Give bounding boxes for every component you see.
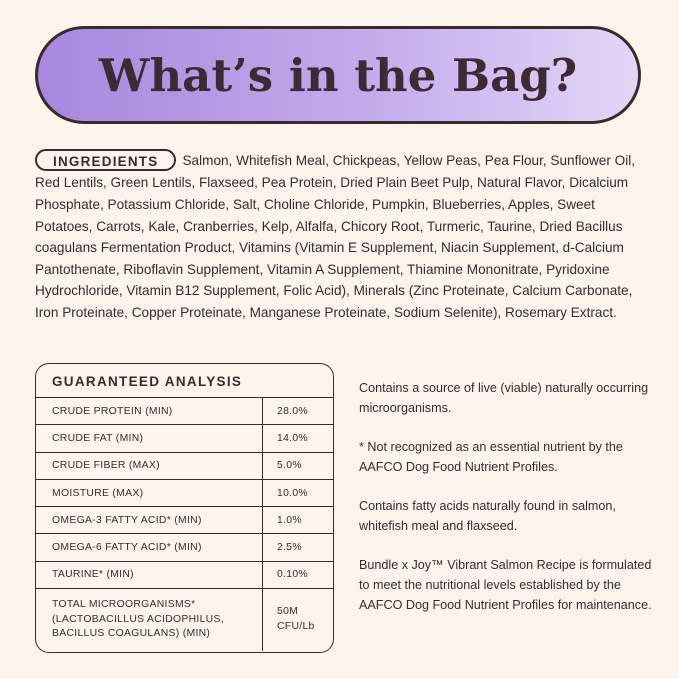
nutrient-value: 1.0% <box>263 507 334 534</box>
nutrient-name: TAURINE* (MIN) <box>36 561 263 588</box>
title-banner <box>35 26 641 124</box>
ingredients-section <box>35 150 645 324</box>
table-row <box>36 534 333 561</box>
nutrient-value: 0.10% <box>263 561 334 588</box>
analysis-rows <box>36 397 333 651</box>
nutrient-name: CRUDE FAT (MIN) <box>36 425 263 452</box>
nutrient-value: 10.0% <box>263 479 334 506</box>
nutrient-value: 14.0% <box>263 425 334 452</box>
note-aafco-essential: * Not recognized as an essential nutrient by the AAFCO Dog Food Nutrient Profiles. <box>359 440 623 474</box>
page-title: What’s in the Bag? <box>98 48 578 102</box>
table-row <box>36 507 333 534</box>
nutrient-value: 2.5% <box>263 534 334 561</box>
nutrient-value: 28.0% <box>263 398 334 425</box>
nutrient-name-line: TOTAL MICROORGANISMS* <box>52 599 196 611</box>
nutrient-name: OMEGA-3 FATTY ACID* (MIN) <box>36 507 263 534</box>
notes-section <box>359 378 659 634</box>
note-fatty-acids: Contains fatty acids naturally found in salmon, whitefish meal and flaxseed. <box>359 499 616 533</box>
nutrient-value-line: CFU/Lb <box>277 620 315 632</box>
nutrient-name-line: BACILLUS COAGULANS) (MIN) <box>52 628 211 640</box>
nutrient-name <box>36 589 263 651</box>
nutrient-name: CRUDE FIBER (MAX) <box>36 452 263 479</box>
nutrient-value-line: 50M <box>277 606 299 618</box>
note-formulation: Bundle x Joy™ Vibrant Salmon Recipe is formulated to meet the nutritional levels established by the AAFCO Dog Food Nutrient Profiles for maintenance. <box>359 558 652 612</box>
nutrient-name: MOISTURE (MAX) <box>36 479 263 506</box>
nutrient-value: 5.0% <box>263 452 334 479</box>
note-probiotics: Contains a source of live (viable) naturally occurring microorganisms. <box>359 381 649 415</box>
table-row <box>36 589 333 651</box>
table-row <box>36 425 333 452</box>
ingredients-label: INGREDIENTS <box>35 149 176 171</box>
nutrient-name: CRUDE PROTEIN (MIN) <box>36 398 263 425</box>
analysis-title: GUARANTEED ANALYSIS <box>52 374 243 389</box>
table-row <box>36 452 333 479</box>
ingredients-text: Salmon, Whitefish Meal, Chickpeas, Yellow Peas, Pea Flour, Sunflower Oil, Red Lentils, Green Lentils, Flaxseed, Pea Protein, Dried Plain Beet Pulp, Natural Flavor, Dicalcium Phosphate, Potassium Chloride, Salt, Choline Chloride, Pumpkin, Blueberries, Apples, Sweet Potatoes, Carrots, Kale, Cranberries, Kelp, Alfalfa, Chicory Root, Turmeric, Taurine, Dried Bacillus coagulans Fermentation Product, Vitamins (Vitamin E Supplement, Niacin Supplement, d-Calcium Pantothenate, Riboflavin Supplement, Vitamin A Supplement, Thiamine Mononitrate, Pyridoxine Hydrochloride, Vitamin B12 Supplement, Folic Acid), Minerals (Zinc Proteinate, Calcium Carbonate, Iron Proteinate, Copper Proteinate, Manganese Proteinate, Sodium Selenite), Rosemary Extract. <box>35 153 636 320</box>
nutrient-name-line: (LACTOBACILLUS ACIDOPHILUS, <box>52 613 224 625</box>
nutrient-name: OMEGA-6 FATTY ACID* (MIN) <box>36 534 263 561</box>
nutrient-value <box>263 589 334 651</box>
table-row <box>36 561 333 588</box>
guaranteed-analysis-table <box>35 363 334 653</box>
table-row <box>36 398 333 425</box>
table-row <box>36 479 333 506</box>
